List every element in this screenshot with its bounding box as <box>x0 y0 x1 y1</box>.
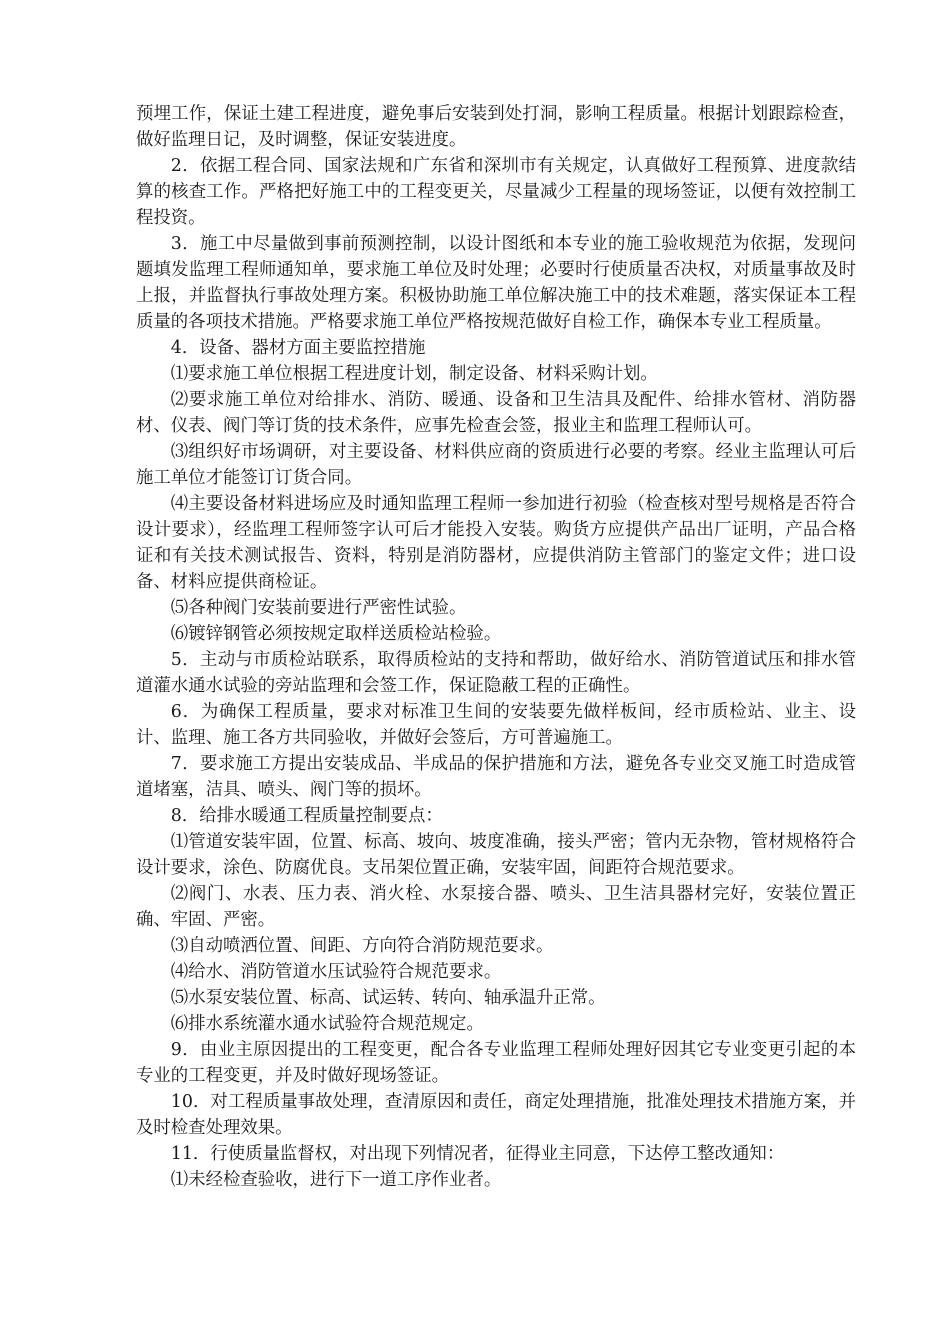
paragraph: ⑵要求施工单位对给排水、消防、暖通、设备和卫生洁具及配件、给排水管材、消防器材、仪表、阀门等订货的技术条件，应事先检查会签，报业主和监理工程师认可。 <box>136 390 856 436</box>
paragraph: 预埋工作，保证土建工程进度，避免事后安装到处打洞，影响工程质量。根据计划跟踪检查，做好监理日记，及时调整，保证安装进度。 <box>136 104 856 150</box>
paragraph: 8．给排水暖通工程质量控制要点： <box>170 806 443 826</box>
paragraph: ⑶自动喷洒位置、间距、方向符合消防规范要求。 <box>170 936 554 956</box>
document-page <box>136 101 856 1193</box>
paragraph: 2．依据工程合同、国家法规和广东省和深圳市有关规定，认真做好工程预算、进度款结算的核查工作。严格把好施工中的工程变更关，尽量减少工程量的现场签证，以便有效控制工程投资。 <box>136 156 856 228</box>
paragraph: ⑷给水、消防管道水压试验符合规范要求。 <box>170 962 502 982</box>
paragraph: ⑹排水系统灌水通水试验符合规范规定。 <box>170 1014 484 1034</box>
paragraph: 9．由业主原因提出的工程变更，配合各专业监理工程师处理好因其它专业变更引起的本专业的工程变更，并及时做好现场签证。 <box>136 1040 856 1086</box>
paragraph: 7．要求施工方提出安装成品、半成品的保护措施和方法，避免各专业交叉施工时造成管道堵塞，洁具、喷头、阀门等的损坏。 <box>136 754 856 800</box>
paragraph: 10．对工程质量事故处理，查清原因和责任，商定处理措施，批准处理技术措施方案，并及时检查处理效果。 <box>136 1092 856 1138</box>
paragraph: ⑴要求施工单位根据工程进度计划，制定设备、材料采购计划。 <box>170 364 658 384</box>
paragraph: ⑷主要设备材料进场应及时通知监理工程师一参加进行初验（检查核对型号规格是否符合设计要求），经监理工程师签字认可后才能投入安装。购货方应提供产品出厂证明，产品合格证和有关技术测试报告、资料，特别是消防器材，应提供消防主管部门的鉴定文件；进口设备、材料应提供商检证。 <box>136 494 856 592</box>
paragraph: ⑸水泵安装位置、标高、试运转、转向、轴承温升正常。 <box>170 988 606 1008</box>
paragraph: 11．行使质量监督权，对出现下列情况者，征得业主同意，下达停工整改通知： <box>170 1144 785 1164</box>
paragraph: 3．施工中尽量做到事前预测控制，以设计图纸和本专业的施工验收规范为依据，发现问题填发监理工程师通知单，要求施工单位及时处理；必要时行使质量否决权，对质量事故及时上报，并监督执行事故处理方案。积极协助施工单位解决施工中的技术难题，落实保证本工程质量的各项技术措施。严格要求施工单位严格按规范做好自检工作，确保本专业工程质量。 <box>136 234 856 332</box>
paragraph: ⑸各种阀门安装前要进行严密性试验。 <box>170 598 467 618</box>
paragraph: ⑴管道安装牢固，位置、标高、坡向、坡度准确，接头严密；管内无杂物，管材规格符合设计要求，涂色、防腐优良。支吊架位置正确，安装牢固，间距符合规范要求。 <box>136 832 856 878</box>
paragraph: ⑵阀门、水表、压力表、消火栓、水泵接合器、喷头、卫生洁具器材完好，安装位置正确、牢固、严密。 <box>136 884 856 930</box>
paragraph: 5．主动与市质检站联系，取得质检站的支持和帮助，做好给水、消防管道试压和排水管道灌水通水试验的旁站监理和会签工作，保证隐蔽工程的正确性。 <box>136 650 856 696</box>
paragraph: 6．为确保工程质量，要求对标准卫生间的安装要先做样板间，经市质检站、业主、设计、监理、施工各方共同验收，并做好会签后，方可普遍施工。 <box>136 702 856 748</box>
paragraph: ⑴未经检查验收，进行下一道工序作业者。 <box>170 1170 502 1190</box>
paragraph: ⑹镀锌钢管必须按规定取样送质检站检验。 <box>170 624 502 644</box>
paragraph: 4．设备、器材方面主要监控措施 <box>170 338 426 358</box>
paragraph: ⑶组织好市场调研，对主要设备、材料供应商的资质进行必要的考察。经业主监理认可后施工单位才能签订订货合同。 <box>136 442 856 488</box>
